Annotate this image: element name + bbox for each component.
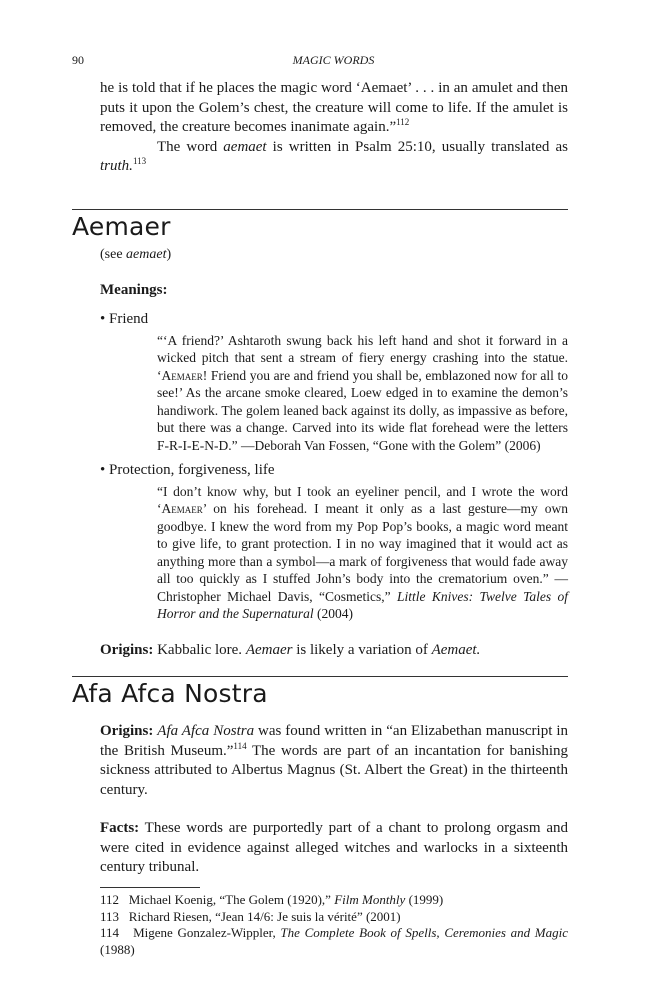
quote-text: ’ on his forehead. I meant it only as a last gesture—my own goodbye. I knew the word from my Pop Pop’s books, a magic word meant to give life, to grant protection. I in no way imagined that it would act as anything more than a symbol—a mark of forgiveness that would fade away all too quickly as I stuffed John’s body into the crematorium oven.” —Christopher Michael Davis, “Cosmetics,” (157, 501, 568, 604)
entry-headword: Afa Afca Nostra (72, 679, 268, 708)
origins-label: Origins: (100, 723, 154, 739)
origins-label: Origins: (100, 641, 154, 658)
footnotes (100, 892, 568, 958)
small-caps-word: F-R-I-E-N-D (157, 437, 229, 453)
footnote-ref[interactable]: 114 (233, 740, 247, 751)
footnote-text: (1988) (100, 941, 135, 957)
quote-text: ! Friend you are and friend you shall be, emblazoned now for all to see!’ As the arcane smoke cleared, Loew edged in to examine the demon’s handiwork. The golem leaned back against its dolly, as impassive as before, but there was a change. Carved into its wide flat forehead were the letters (157, 367, 568, 435)
quote-text: “‘A friend?’ Ashtaroth swung back his left hand and shot it forward in a wicked pitch that sent a stream of fiery energy crashing into the statue. ‘ (157, 332, 568, 383)
small-caps-word: Aemaer (161, 501, 203, 516)
origins-text: was found written in “an Elizabethan manuscript in the British Museum.” (100, 723, 568, 759)
emphasis: Aemaer (245, 641, 293, 658)
footnote-text: Michael Koenig, “The Golem (1920),” (128, 892, 335, 907)
section-divider (72, 209, 568, 210)
see-text: (see (100, 247, 127, 262)
quotation (100, 332, 568, 455)
emphasis: Film Monthly (334, 892, 406, 907)
origins-text: Kabbalic lore. (153, 641, 246, 658)
footnote-text: Richard Riesen, “Jean 14/6: Je suis la vérité” (2001) (128, 908, 401, 924)
page-number: 90 (72, 53, 84, 67)
footnote-ref[interactable]: 112 (396, 117, 410, 127)
facts-paragraph (100, 819, 568, 878)
origins-text: The words are part of an incantation for banishing sickness attributed to Albertus Magnus (St. Albert the Great) in the thirteenth century. (100, 742, 568, 798)
intro-text: The word (157, 138, 224, 155)
running-head (0, 53, 667, 69)
intro-text: he is told that if he places the magic word ‘Aemaet’ . . . in an amulet and then puts it upon the Golem’s chest, the creature will come to life. If the amulet is removed, the creature becomes inanimate again.” (100, 80, 568, 135)
footnote-number: 112 (100, 892, 120, 907)
origins-paragraph (100, 722, 568, 800)
book-title: MAGIC WORDS (292, 53, 375, 67)
intro-section (100, 79, 568, 177)
meaning-item: • Friend (100, 311, 149, 327)
footnote-number: 114 (100, 925, 120, 940)
quote-text: .” —Deborah Van Fossen, “Gone with the Golem” (2006) (228, 437, 541, 453)
emphasis: truth. (100, 158, 133, 174)
emphasis: Aemaet. (431, 641, 481, 658)
footnote-text: (1999) (405, 892, 444, 907)
footnote-text: Migene Gonzalez-Wippler, (133, 925, 281, 940)
quote-text: (2004) (313, 606, 354, 621)
emphasis: Little Knives: Twelve Tales of Horror and the Supernatural (157, 588, 569, 621)
emphasis: Afa Afca Nostra (157, 723, 255, 739)
cross-reference-link[interactable]: aemaet (126, 247, 167, 262)
origins-text: is likely a variation of (292, 641, 432, 658)
see-text: ) (166, 247, 172, 262)
section-divider (72, 676, 568, 677)
footnote (100, 909, 568, 926)
footnote (100, 892, 568, 909)
meaning-item: • Protection, forgiveness, life (100, 462, 275, 478)
meanings-label: Meanings: (100, 282, 168, 298)
footnote-ref[interactable]: 113 (132, 156, 147, 166)
intro-text: is written in Psalm 25:10, usually translated as (266, 138, 568, 155)
footnote-number: 113 (100, 908, 120, 924)
facts-label: Facts: (100, 820, 140, 836)
entry-body (100, 722, 568, 878)
quote-text: “I don’t know why, but I took an eyeliner pencil, and I wrote the word ‘ (157, 483, 568, 516)
footnote-divider (100, 887, 200, 888)
intro-paragraph-2 (100, 138, 568, 177)
emphasis: The Complete Book of Spells, Ceremonies and Magic (280, 925, 569, 940)
entry-body (100, 247, 568, 660)
origins-paragraph (100, 641, 568, 661)
cross-reference (100, 247, 568, 263)
intro-paragraph (100, 79, 568, 138)
small-caps-word: Aemaer (161, 367, 203, 383)
quotation (100, 483, 568, 623)
footnote (100, 925, 568, 958)
facts-text: These words are purportedly part of a chant to prolong orgasm and were cited in evidence against alleged witches and warlocks in a sixteenth century tribunal. (100, 820, 568, 875)
emphasis: aemaet (223, 138, 267, 155)
entry-headword: Aemaer (72, 212, 171, 241)
